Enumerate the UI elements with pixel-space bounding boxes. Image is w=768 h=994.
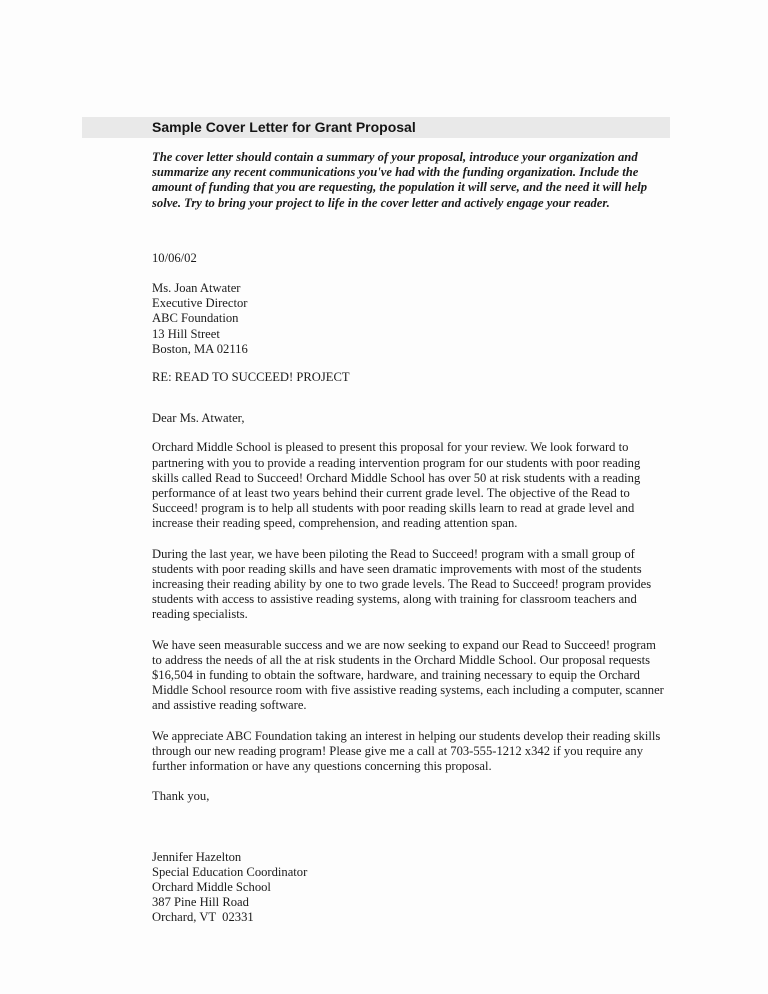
intro-note: The cover letter should contain a summary of your proposal, introduce your organization and summarize any recent communications you've had with the funding organization. Include the amount of funding that you are requesting, the population it will serve, and the need it will help solve. Try to bring your project to life in the cover letter and actively engage your reader.: [152, 150, 648, 210]
closing: Thank you,: [152, 789, 210, 804]
recipient-line: ABC Foundation: [152, 311, 239, 326]
signature-block: [152, 850, 668, 926]
recipient-line: Executive Director: [152, 296, 248, 311]
signature-line: Special Education Coordinator: [152, 864, 308, 879]
signature-line: Jennifer Hazelton: [152, 849, 242, 864]
recipient-line: Boston, MA 02116: [152, 341, 248, 356]
letter-body: [152, 150, 668, 926]
body-paragraph: During the last year, we have been piloting the Read to Succeed! program with a small group of students with poor reading skills and have seen dramatic improvements with most of the students increasing their reading ability by one to two grade levels. The Read to Succeed! program provides students with access to assistive reading systems, along with training for classroom teachers and reading specialists.: [152, 546, 652, 622]
date-line: 10/06/02: [152, 250, 197, 265]
document-title: Sample Cover Letter for Grant Proposal: [152, 119, 416, 135]
body-paragraph: We have seen measurable success and we are now seeking to expand our Read to Succeed! program to address the needs of all the at risk students in the Orchard Middle School. Our proposal requests $16,504 in funding to obtain the software, hardware, and training necessary to equip the Orchard Middle School resource room with five assistive reading systems, each including a computer, scanner and assistive reading software.: [152, 637, 664, 713]
title-highlight-bar: [82, 117, 670, 138]
signature-line: 387 Pine Hill Road: [152, 895, 249, 910]
recipient-line: 13 Hill Street: [152, 326, 220, 341]
recipient-block: [152, 281, 668, 357]
signature-line: Orchard Middle School: [152, 879, 271, 894]
signature-line: Orchard, VT 02331: [152, 910, 254, 925]
recipient-line: Ms. Joan Atwater: [152, 281, 241, 296]
subject-line: RE: READ TO SUCCEED! PROJECT: [152, 370, 350, 385]
body-paragraph: Orchard Middle School is pleased to present this proposal for your review. We look forward to partnering with you to provide a reading intervention program for our students with poor reading skills called Read to Succeed! Orchard Middle School has over 50 at risk students with a reading performance of at least two years behind their current grade level. The objective of the Read to Succeed! program is to help all students with poor reading skills learn to read at grade level and increase their reading speed, comprehension, and reading attention span.: [152, 440, 641, 531]
salutation: Dear Ms. Atwater,: [152, 411, 245, 426]
body-paragraph: We appreciate ABC Foundation taking an interest in helping our students develop their reading skills through our new reading program! Please give me a call at 703-555-1212 x342 if you require any further information or have any questions concerning this proposal.: [152, 728, 661, 774]
